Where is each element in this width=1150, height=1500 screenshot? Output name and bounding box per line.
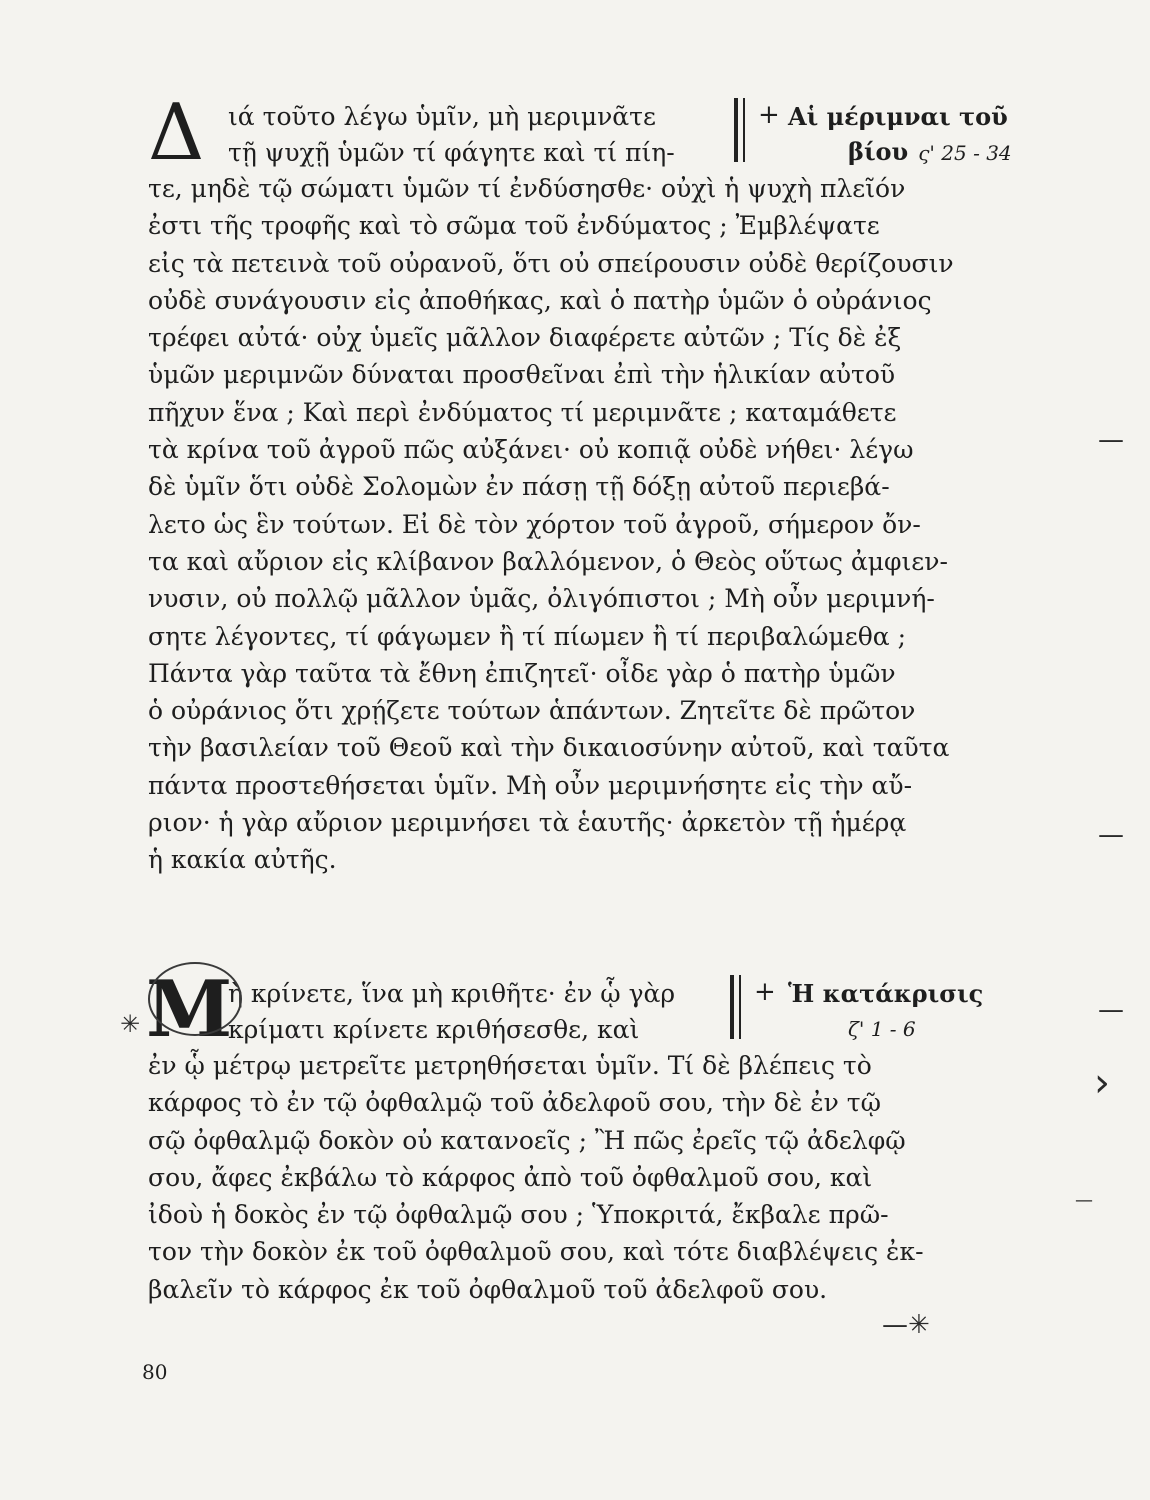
handwritten-star-mark: —✳ bbox=[882, 1310, 930, 1340]
text-line: σητε λέγοντες, τί φάγωμεν ἢ τί πίωμεν ἢ τί περιβαλώμεθα ; bbox=[148, 621, 906, 651]
text-line: ἰδοὺ ἡ δοκὸς ἐν τῷ ὀφθαλμῷ σου ; Ὑποκριτά, ἔκβαλε πρῶ- bbox=[148, 1200, 889, 1230]
margin-cross: + bbox=[754, 977, 776, 1007]
text-line: σῷ ὀφθαλμῷ δοκὸν οὐ κατανοεῖς ; Ἢ πῶς ἐρεῖς τῷ ἀδελφῷ bbox=[148, 1125, 906, 1155]
head-line: τῇ ψυχῇ ὑμῶν τί φάγητε καὶ τί πίη- bbox=[228, 138, 675, 167]
text-line: κάρφος τὸ ἐν τῷ ὀφθαλμῷ τοῦ ἀδελφοῦ σου, τὴν δὲ ἐν τῷ bbox=[148, 1088, 881, 1118]
margin-reference bbox=[848, 138, 1012, 168]
text-line: ὑμῶν μεριμνῶν δύναται προσθεῖναι ἐπὶ τὴν ἡλικίαν αὐτοῦ bbox=[148, 360, 896, 390]
text-line: πάντα προστεθήσεται ὑμῖν. Μὴ οὖν μεριμνήσητε εἰς τὴν αὔ- bbox=[148, 770, 913, 800]
text-line: ἡ κακία αὐτῆς. bbox=[148, 845, 337, 875]
head-line: κρίματι κρίνετε κριθήσεσθε, καὶ bbox=[228, 1015, 640, 1044]
text-line: βαλεῖν τὸ κάρφος ἐκ τοῦ ὀφθαλμοῦ τοῦ ἀδελφοῦ σου. bbox=[148, 1274, 828, 1304]
text-line: πῆχυν ἕνα ; Καὶ περὶ ἐνδύματος τί μεριμνᾶτε ; καταμάθετε bbox=[148, 397, 897, 427]
margin-double-rule bbox=[734, 98, 748, 162]
handwritten-dash-mark: — bbox=[1075, 1190, 1093, 1211]
text-line: τρέφει αὐτά· οὐχ ὑμεῖς μᾶλλον διαφέρετε αὐτῶν ; Τίς δὲ ἐξ bbox=[148, 323, 902, 353]
passage-body bbox=[148, 170, 1008, 879]
verse-reference: ς' 25 - 34 bbox=[918, 141, 1012, 165]
passage-judgement bbox=[146, 964, 1008, 1308]
head-line: ὴ κρίνετε, ἵνα μὴ κριθῆτε· ἐν ᾧ γὰρ bbox=[228, 979, 676, 1008]
text-line: δὲ ὑμῖν ὅτι οὐδὲ Σολομὼν ἐν πάσῃ τῇ δόξῃ αὐτοῦ περιεβά- bbox=[148, 472, 890, 502]
margin-reference bbox=[848, 1015, 916, 1044]
drop-cap: Μ bbox=[146, 964, 233, 1055]
text-line: νυσιν, οὐ πολλῷ μᾶλλον ὑμᾶς, ὀλιγόπιστοι ; Μὴ οὖν μεριμνή- bbox=[148, 584, 935, 614]
handwritten-star-mark: ✳ bbox=[120, 1010, 141, 1038]
drop-cap: Δ bbox=[148, 88, 205, 178]
text-line: οὐδὲ συνάγουσιν εἰς ἀποθήκας, καὶ ὁ πατὴρ ὑμῶν ὁ οὐράνιος bbox=[148, 285, 932, 315]
text-line: τον τὴν δοκὸν ἐκ τοῦ ὀφθαλμοῦ σου, καὶ τότε διαβλέψεις ἐκ- bbox=[148, 1237, 924, 1267]
passage-worries-of-life bbox=[148, 88, 1012, 879]
text-line: τὰ κρίνα τοῦ ἀγροῦ πῶς αὐξάνει· οὐ κοπιᾷ οὐδὲ νήθει· λέγω bbox=[148, 435, 914, 465]
passage-body bbox=[148, 1047, 1008, 1308]
margin-title: Αἱ μέριμναι τοῦ bbox=[788, 102, 1008, 131]
page-number: 80 bbox=[142, 1360, 168, 1384]
text-line: ἐστι τῆς τροφῆς καὶ τὸ σῶμα τοῦ ἐνδύματος ; Ἐμβλέψατε bbox=[148, 211, 880, 241]
passage-head bbox=[148, 88, 1012, 178]
text-line: τὴν βασιλείαν τοῦ Θεοῦ καὶ τὴν δικαιοσύνην αὐτοῦ, καὶ ταῦτα bbox=[148, 733, 950, 763]
text-line: εἰς τὰ πετεινὰ τοῦ οὐρανοῦ, ὅτι οὐ σπείρουσιν οὐδὲ θερίζουσιν bbox=[148, 248, 954, 278]
head-line: ιά τοῦτο λέγω ὑμῖν, μὴ μεριμνᾶτε bbox=[228, 102, 656, 131]
text-line: τε, μηδὲ τῷ σώματι ὑμῶν τί ἐνδύσησθε· οὐχὶ ἡ ψυχὴ πλεῖόν bbox=[148, 174, 906, 203]
verse-reference: ζ' 1 - 6 bbox=[848, 1017, 916, 1041]
handwritten-dash-mark: — bbox=[1098, 995, 1124, 1025]
handwritten-dash-mark: — bbox=[1098, 820, 1124, 850]
margin-title: Ἡ κατάκρισις bbox=[788, 979, 984, 1008]
handwritten-hook-mark: › bbox=[1094, 1060, 1110, 1106]
handwritten-circle bbox=[148, 962, 242, 1036]
text-line: Πάντα γὰρ ταῦτα τὰ ἔθνη ἐπιζητεῖ· οἶδε γὰρ ὁ πατὴρ ὑμῶν bbox=[148, 658, 896, 688]
handwritten-dash-mark: — bbox=[1098, 425, 1124, 455]
text-line: τα καὶ αὔριον εἰς κλίβανον βαλλόμενον, ὁ Θεὸς οὕτως ἀμφιεν- bbox=[148, 546, 948, 576]
text-line: σου, ἄφες ἐκβάλω τὸ κάρφος ἀπὸ τοῦ ὀφθαλμοῦ σου, καὶ bbox=[148, 1162, 873, 1192]
margin-double-rule bbox=[730, 975, 744, 1039]
text-line: λετο ὡς ἓν τούτων. Εἰ δὲ τὸν χόρτον τοῦ ἀγροῦ, σήμερον ὄν- bbox=[148, 509, 921, 539]
text-line: ἐν ᾧ μέτρῳ μετρεῖτε μετρηθήσεται ὑμῖν. Τί δὲ βλέπεις τὸ bbox=[148, 1051, 872, 1080]
text-line: ριον· ἡ γὰρ αὔριον μεριμνήσει τὰ ἑαυτῆς· ἀρκετὸν τῇ ἡμέρᾳ bbox=[148, 808, 907, 838]
text-line: ὁ οὐράνιος ὅτι χρῄζετε τούτων ἁπάντων. Ζητεῖτε δὲ πρῶτον bbox=[148, 696, 916, 726]
margin-title-continued: βίου bbox=[848, 137, 909, 166]
margin-cross: + bbox=[758, 100, 780, 130]
passage-head bbox=[146, 964, 1008, 1055]
